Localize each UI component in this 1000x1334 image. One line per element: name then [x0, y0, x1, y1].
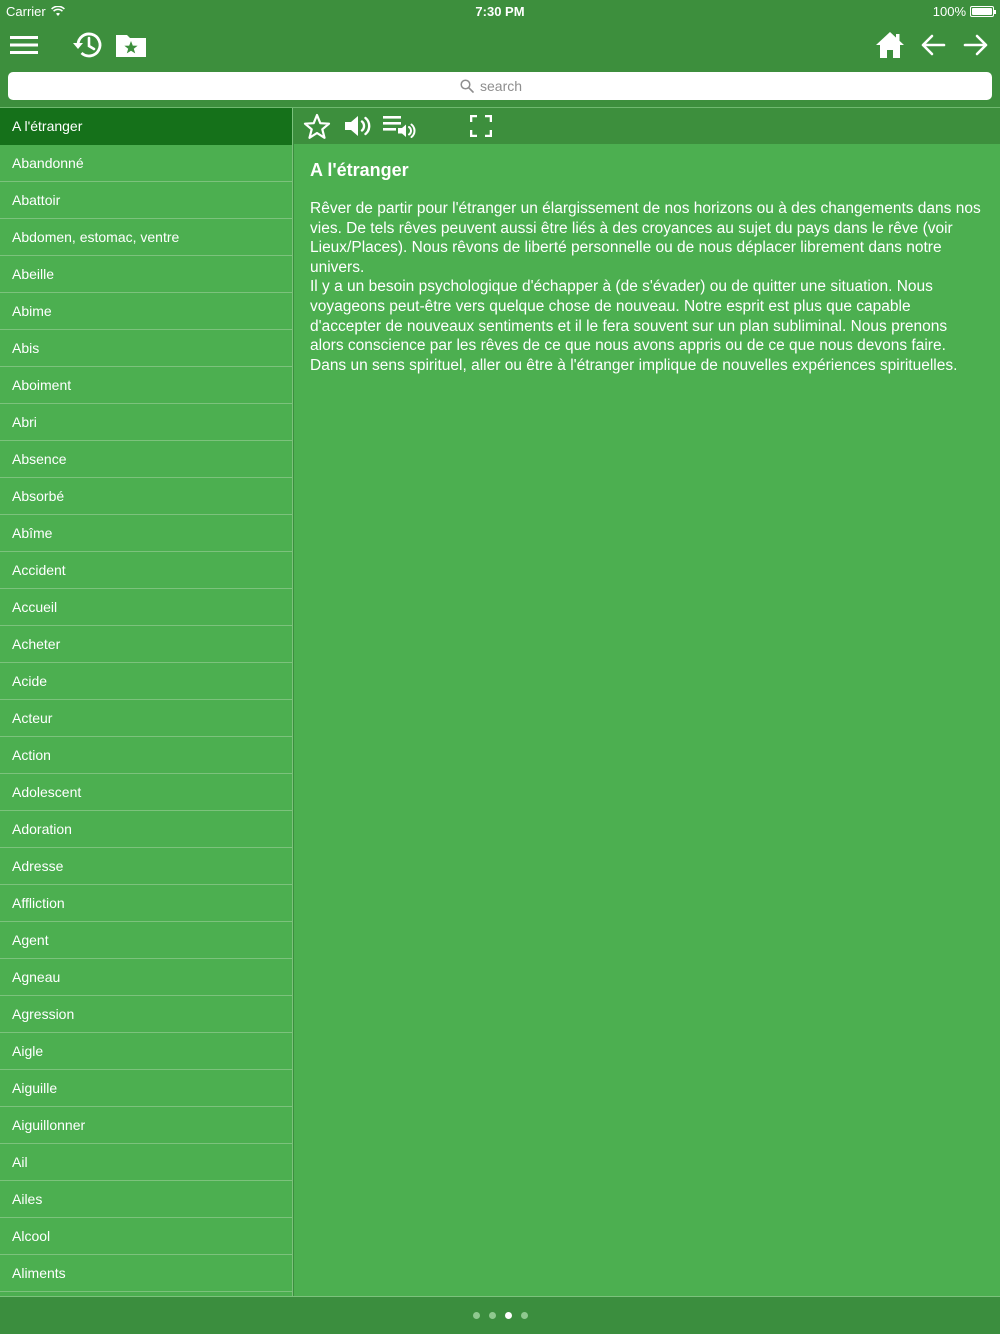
page-dot[interactable]	[505, 1312, 512, 1319]
list-item[interactable]	[0, 996, 292, 1033]
content-toolbar	[294, 108, 1000, 144]
speaker-icon	[343, 113, 373, 139]
list-item[interactable]	[0, 959, 292, 996]
clock: 7:30 PM	[475, 4, 525, 19]
fullscreen-icon	[470, 115, 492, 137]
page-dot[interactable]	[473, 1312, 480, 1319]
list-item-label: Affliction	[12, 895, 65, 911]
list-item-label: Ailes	[12, 1191, 43, 1207]
status-bar	[0, 0, 1000, 22]
list-item[interactable]	[0, 515, 292, 552]
list-item-label: Absence	[12, 451, 67, 467]
page-dot[interactable]	[489, 1312, 496, 1319]
list-item-label: Ail	[12, 1154, 28, 1170]
list-item-label: Abri	[12, 414, 37, 430]
list-item-label: Aigle	[12, 1043, 44, 1059]
list-item[interactable]	[0, 552, 292, 589]
battery-icon	[970, 6, 994, 17]
list-item-label: Adresse	[12, 858, 64, 874]
forward-arrow-icon	[963, 33, 989, 57]
list-item-label: Acheter	[12, 636, 61, 652]
list-item[interactable]	[0, 848, 292, 885]
list-item[interactable]	[0, 589, 292, 626]
menu-button[interactable]	[5, 26, 43, 64]
list-item-label: Adolescent	[12, 784, 82, 800]
search-icon	[460, 79, 474, 93]
list-item-label: Acteur	[12, 710, 53, 726]
list-item-label: A l'étranger	[12, 118, 83, 134]
favorite-button[interactable]	[300, 110, 334, 142]
search-area	[0, 68, 1000, 108]
forward-button[interactable]	[957, 26, 995, 64]
home-icon	[875, 31, 905, 59]
list-item-label: Accueil	[12, 599, 58, 615]
list-item-label: Abdomen, estomac, ventre	[12, 229, 180, 245]
list-item-label: Agneau	[12, 969, 61, 985]
list-item-label: Accident	[12, 562, 66, 578]
page-indicator[interactable]	[0, 1312, 1000, 1319]
footer-bar	[0, 1296, 1000, 1334]
list-item[interactable]	[0, 145, 292, 182]
list-item-label: Abattoir	[12, 192, 61, 208]
page-dot[interactable]	[521, 1312, 528, 1319]
list-item[interactable]	[0, 108, 292, 145]
list-item-label: Agression	[12, 1006, 75, 1022]
list-item[interactable]	[0, 1255, 292, 1292]
back-button[interactable]	[914, 26, 952, 64]
article-paragraph: Il y a un besoin psychologique d'échapper à (de s'évader) ou de quitter une situation. Nous voyageons peut-être vers quelque chose de nouveau. Notre esprit est plus que capable d'accepter de nouveaux sentiments et il le fera souvent sur un plan subliminal. Nous prenons alors conscience par les rêves de ce que nous avons appris ou de ce que nous devons faire. Dans un sens spirituel, aller ou être à l'étranger implique de nouvelles expériences spirituelles.	[310, 278, 958, 374]
list-item[interactable]	[0, 737, 292, 774]
carrier-label: Carrier	[6, 4, 46, 19]
list-item-label: Aiguillonner	[12, 1117, 86, 1133]
list-item[interactable]	[0, 1033, 292, 1070]
list-item[interactable]	[0, 404, 292, 441]
list-item[interactable]	[0, 478, 292, 515]
fullscreen-button[interactable]	[464, 110, 498, 142]
nav-bar	[0, 22, 1000, 68]
home-button[interactable]	[871, 26, 909, 64]
search-box[interactable]	[8, 72, 992, 100]
list-item-label: Abandonné	[12, 155, 84, 171]
list-item-label: Acide	[12, 673, 48, 689]
list-item[interactable]	[0, 1181, 292, 1218]
list-item-label: Alcool	[12, 1228, 51, 1244]
playlist-audio-icon	[382, 113, 416, 139]
star-icon	[303, 113, 331, 140]
list-item[interactable]	[0, 293, 292, 330]
list-item-label: Agent	[12, 932, 49, 948]
list-item[interactable]	[0, 1107, 292, 1144]
list-item[interactable]	[0, 367, 292, 404]
list-item[interactable]	[0, 256, 292, 293]
entry-list	[0, 108, 293, 1296]
list-item-label: Action	[12, 747, 51, 763]
list-item[interactable]	[0, 774, 292, 811]
battery-info	[933, 4, 994, 19]
list-item[interactable]	[0, 922, 292, 959]
back-arrow-icon	[920, 33, 946, 57]
list-item[interactable]	[0, 441, 292, 478]
list-item-label: Abime	[12, 303, 52, 319]
article-paragraph: Rêver de partir pour l'étranger un élargissement de nos horizons ou à des changements dans nos vies. De tels rêves peuvent aussi être liés à des croyances au sujet du pays dans le rêve (voir Lieux/Places). Nous rêvons de liberté personnelle ou de nous déplacer librement dans notre univers.	[310, 200, 981, 276]
list-item[interactable]	[0, 1070, 292, 1107]
list-item-label: Abeille	[12, 266, 55, 282]
battery-percent: 100%	[932, 4, 966, 19]
history-icon	[72, 30, 104, 60]
favorites-folder-icon	[115, 32, 147, 58]
list-item[interactable]	[0, 182, 292, 219]
list-item-label: Aliments	[12, 1265, 66, 1281]
list-item-label: Aboiment	[12, 377, 72, 393]
list-item[interactable]	[0, 700, 292, 737]
list-item-label: Abis	[12, 340, 40, 356]
list-item[interactable]	[0, 811, 292, 848]
list-item[interactable]	[0, 663, 292, 700]
read-all-button[interactable]	[382, 110, 416, 142]
list-item[interactable]	[0, 330, 292, 367]
list-item[interactable]	[0, 626, 292, 663]
list-item-label: Aiguille	[12, 1080, 58, 1096]
article-title: A l'étranger	[310, 160, 409, 180]
list-item[interactable]	[0, 885, 292, 922]
menu-icon	[10, 34, 38, 56]
list-item[interactable]	[0, 1144, 292, 1181]
list-item-label: Absorbé	[12, 488, 65, 504]
list-item[interactable]	[0, 1218, 292, 1255]
speak-button[interactable]	[341, 110, 375, 142]
list-item[interactable]	[0, 219, 292, 256]
search-input[interactable]	[480, 78, 540, 94]
favorites-button[interactable]	[112, 26, 150, 64]
history-button[interactable]	[69, 26, 107, 64]
list-item-label: Abîme	[12, 525, 53, 541]
list-item-label: Adoration	[12, 821, 72, 837]
article-panel	[294, 144, 1000, 1296]
